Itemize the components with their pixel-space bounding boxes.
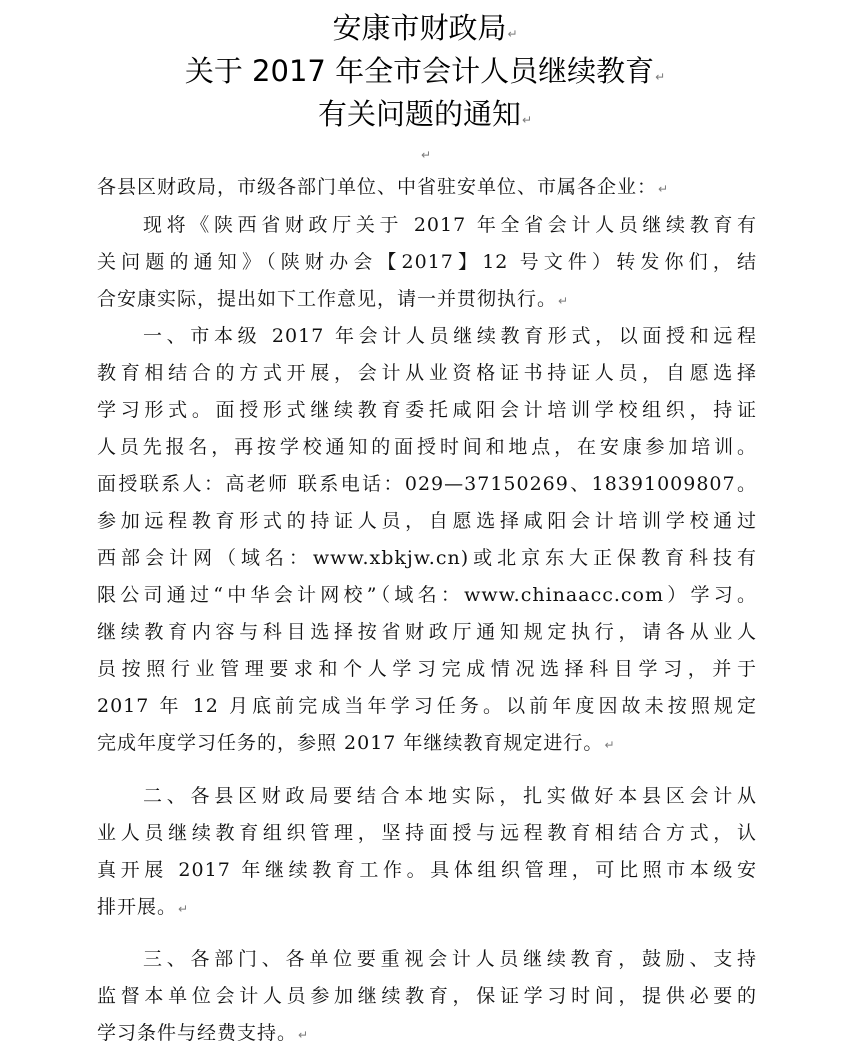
body-line-19: 排开展。↵ [97, 896, 190, 918]
body-line-22: 学习条件与经费支持。↵ [97, 1022, 310, 1044]
body-line-11: 限公司通过“中华会计网校”（域名：www.chinaacc.com）学习。 [97, 584, 757, 606]
paragraph-mark-icon: ↵ [298, 1028, 310, 1042]
body-line-3: 合安康实际，提出如下工作意见，请一并贯彻执行。↵ [97, 288, 570, 310]
body-line-16: 二、各县区财政局要结合本地实际，扎实做好本县区会计从 [143, 785, 757, 807]
body-line-18: 真开展 2017 年继续教育工作。具体组织管理，可比照市本级安 [97, 859, 757, 881]
paragraph-mark-icon: ↵ [558, 294, 570, 308]
paragraph-mark-icon: ↵ [421, 148, 432, 162]
empty-paragraph [420, 144, 431, 163]
paragraph-mark-icon: ↵ [658, 182, 670, 196]
body-line-2: 关问题的通知》（陕财办会【2017】12 号文件）转发你们，结 [97, 251, 757, 273]
body-line-20: 三、各部门、各单位要重视会计人员继续教育，鼓励、支持 [143, 948, 757, 970]
body-line-13: 员按照行业管理要求和个人学习完成情况选择科目学习，并于 [97, 658, 757, 680]
paragraph-mark-icon: ↵ [604, 738, 616, 752]
paragraph-mark-icon: ↵ [507, 27, 518, 41]
paragraph-mark-icon: ↵ [655, 70, 666, 84]
title-line-3: 有关问题的通知↵ [317, 97, 533, 131]
body-line-7: 人员先报名，再按学校通知的面授时间和地点，在安康参加培训。 [97, 436, 757, 458]
title-line-2: 关于 2017 年全市会计人员继续教育↵ [184, 54, 666, 88]
body-line-21: 监督本单位会计人员参加继续教育，保证学习时间，提供必要的 [97, 985, 757, 1007]
body-line-1: 现将《陕西省财政厅关于 2017 年全省会计人员继续教育有 [143, 214, 757, 236]
body-line-12: 继续教育内容与科目选择按省财政厅通知规定执行，请各从业人 [97, 621, 757, 643]
body-line-8: 面授联系人：高老师 联系电话：029—37150269、18391009807。 [97, 473, 757, 495]
body-line-4: 一、市本级 2017 年会计人员继续教育形式，以面授和远程 [143, 325, 757, 347]
body-line-15: 完成年度学习任务的，参照 2017 年继续教育规定进行。↵ [97, 732, 616, 754]
title-line-1: 安康市财政局↵ [332, 11, 518, 45]
body-line-14: 2017 年 12 月底前完成当年学习任务。以前年度因故未按照规定 [97, 695, 757, 717]
salutation: 各县区财政局，市级各部门单位、中省驻安单位、市属各企业：↵ [97, 176, 670, 198]
body-line-9: 参加远程教育形式的持证人员，自愿选择咸阳会计培训学校通过 [97, 510, 757, 532]
body-line-10: 西部会计网（域名：www.xbkjw.cn)或北京东大正保教育科技有 [97, 547, 757, 569]
body-line-5: 教育相结合的方式开展，会计从业资格证书持证人员，自愿选择 [97, 362, 757, 384]
body-line-6: 学习形式。面授形式继续教育委托咸阳会计培训学校组织，持证 [97, 399, 757, 421]
paragraph-mark-icon: ↵ [178, 902, 190, 916]
paragraph-mark-icon: ↵ [521, 113, 533, 127]
body-line-17: 业人员继续教育组织管理，坚持面授与远程教育相结合方式，认 [97, 822, 757, 844]
